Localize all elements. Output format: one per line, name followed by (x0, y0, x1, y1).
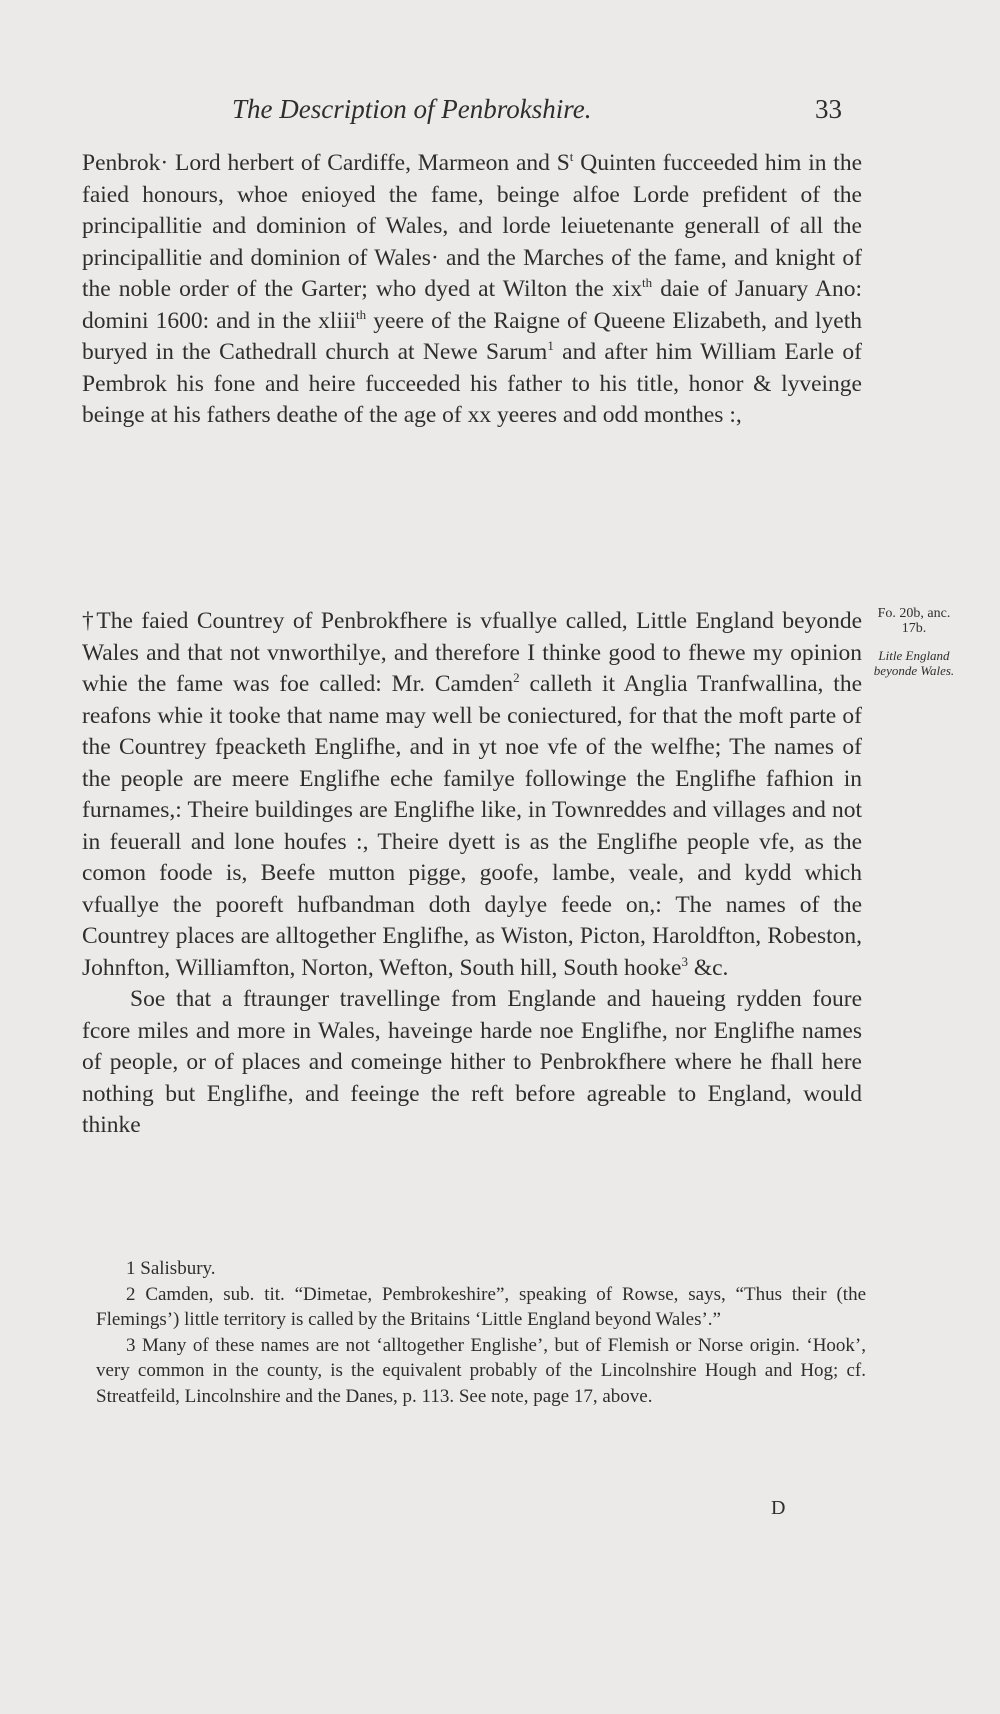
footnote-3: 3 Many of these names are not ‘alltogether Englishe’, but of Flemish or Norse origin. ‘Hook’, very common in the county, is the equivalent probably of the Lincolnshire Hough and Hog; cf. Streatfeild, Lincolnshire and the Danes, p. 113. See note, page 17, above. (96, 1334, 866, 1407)
footnote-1: 1 Salisbury. (126, 1258, 216, 1279)
page-header (82, 94, 842, 134)
paragraph-2-run: calleth it Anglia Tranfwallina, the reafons whie it tooke that name may well be coniectured, for that the moft parte of the Countrey fpeacketh Englifhe, and in yt noe vfe of the welfhe; The names of the people are meere Englifhe eche familye followinge the Englifhe fafhion in furnames,: Theire buildinges are Englifhe like, in Townreddes and villages and not in feuerall and lone houfes :, Theire dyett is as the Englifhe people vfe, as the comon foode is, Beefe mutton pigge, goofe, lambe, veale, and kydd which vfuallye the pooreft hufbandman doth daylye feede on,: The names of the Countrey places are alltogether Englifhe, as Wiston, Picton, Haroldfton, Robeston, Johnfton, Williamfton, Norton, Wefton, South hill, South hooke (82, 671, 863, 981)
paragraph-1-run: Penbrok· Lord herbert of Cardiffe, Marmeon and S (82, 150, 570, 176)
signature-mark: D (771, 1497, 786, 1519)
footnote-2: 2 Camden, sub. tit. “Dimetae, Pembrokeshire”, speaking of Rowse, says, “Thus their (the Flemings’) little territory is called by the Britains ‘Little England beyond Wales’.” (96, 1283, 866, 1330)
footnotes (96, 1256, 866, 1409)
superscript: th (642, 275, 653, 291)
superscript: th (356, 306, 367, 322)
footnote-ref: 1 (547, 338, 554, 354)
margin-note-folio: Fo. 20b, anc. 17b. (877, 606, 951, 636)
footnote-ref: 2 (513, 670, 520, 686)
paragraph-1-run: Quinten fucceeded him in the faied honours, whoe enioyed the fame, beinge alfoe Lorde prefident of the principallitie and dominion of Wales, and lorde leiuetenante generall of all the principallitie and dominion of Wales· and the Marches of the fame, and knight of the noble order of the Garter; who dyed at Wilton the xix (82, 150, 863, 302)
paragraph-2 (82, 606, 862, 1142)
margin-note-topic: Litle England beyonde Wales. (873, 648, 955, 678)
paragraph-1 (82, 148, 862, 432)
page-number: 33 (815, 94, 842, 124)
running-title: The Description of Penbrokshire. (232, 94, 592, 124)
superscript: t (569, 149, 574, 165)
paragraph-2-text (82, 606, 862, 984)
paragraph-1-run: yeere of the Raigne of Queene Elizabeth, and lyeth buryed in the Cathedrall church at Newe Sarum (82, 307, 862, 365)
paragraph-1-run: and after him William Earle of Pembrok his fone and heire fucceeded his father to his title, honor & lyveinge beinge at his fathers deathe of the age of xx yeeres and odd monthes :, (82, 339, 862, 428)
paragraph-2-run: †The faied Countrey of Penbrokfhere is vfuallye called, Little England beyonde Wales and that not vnworthilye, and therefore I thinke good to fhewe my opinion whie the fame was foe called: Mr. Camden (82, 608, 862, 697)
paragraph-1-run: daie of January Ano: domini 1600: and in the xliii (82, 276, 862, 334)
paragraph-1-text (82, 148, 862, 432)
paragraph-3: Soe that a ftraunger travellinge from Englande and haueing rydden foure fcore miles and more in Wales, haveinge harde noe Englifhe, nor Englifhe names of people, or of places and comeinge hither to Penbrokfhere where he fhall here nothing but Englifhe, and feeinge the reft before agreable to England, would thinke (82, 986, 862, 1138)
footnote-ref: 3 (681, 953, 688, 969)
paragraph-2-run: &c. (687, 954, 729, 981)
